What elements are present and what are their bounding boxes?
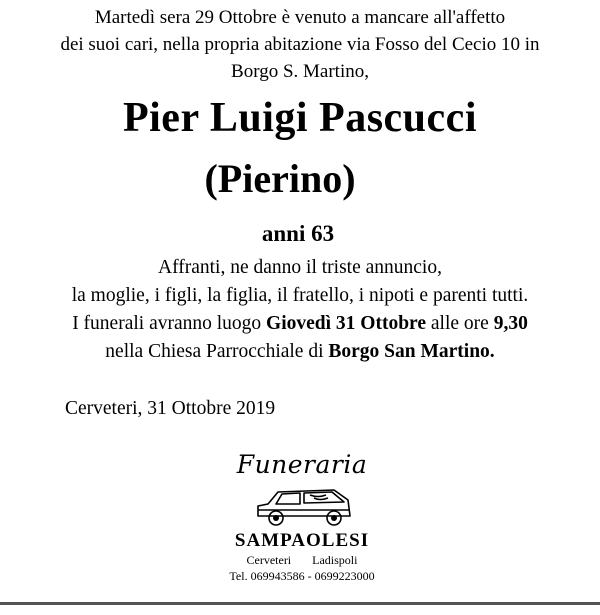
family-line: la moglie, i figli, la figlia, il fratello, i nipoti e parenti tutti. (71, 285, 529, 306)
announcement-line: Affranti, ne danno il triste annuncio, (158, 257, 442, 278)
funeral-date: Giovedì 31 Ottobre (266, 313, 427, 334)
hearse-icon (254, 480, 354, 528)
logo-brand: SAMPAOLESI (234, 530, 370, 551)
funeral-home-logo (212, 450, 392, 595)
funeral-text: I funerali avranno luogo (72, 313, 267, 334)
deceased-nickname: (Pierino) (204, 156, 356, 201)
funeral-time-line (0, 312, 600, 336)
church-place: Borgo San Martino. (328, 341, 495, 362)
place-and-date: Cerveteri, 31 Ottobre 2019 (65, 398, 276, 419)
deceased-age: anni 63 (261, 221, 335, 246)
intro-line-1: Martedì sera 29 Ottobre è venuto a mancare all'affetto (94, 7, 506, 28)
funeral-time: 9,30 (493, 313, 528, 334)
church-text: nella Chiesa Parrocchiale di (105, 341, 329, 362)
deceased-name: Pier Luigi Pascucci (122, 95, 477, 141)
funeral-text-mid: alle ore (426, 313, 494, 334)
logo-title: Funeraria (236, 450, 368, 479)
funeral-place-line (0, 340, 600, 364)
bottom-divider (0, 602, 600, 605)
logo-phone: Tel. 069943586 - 0699223000 (229, 569, 375, 583)
intro-line-3: Borgo S. Martino, (231, 61, 369, 82)
logo-cities: Cerveteri Ladispoli (246, 553, 358, 567)
intro-line-2: dei suoi cari, nella propria abitazione via Fosso del Cecio 10 in (60, 34, 540, 55)
